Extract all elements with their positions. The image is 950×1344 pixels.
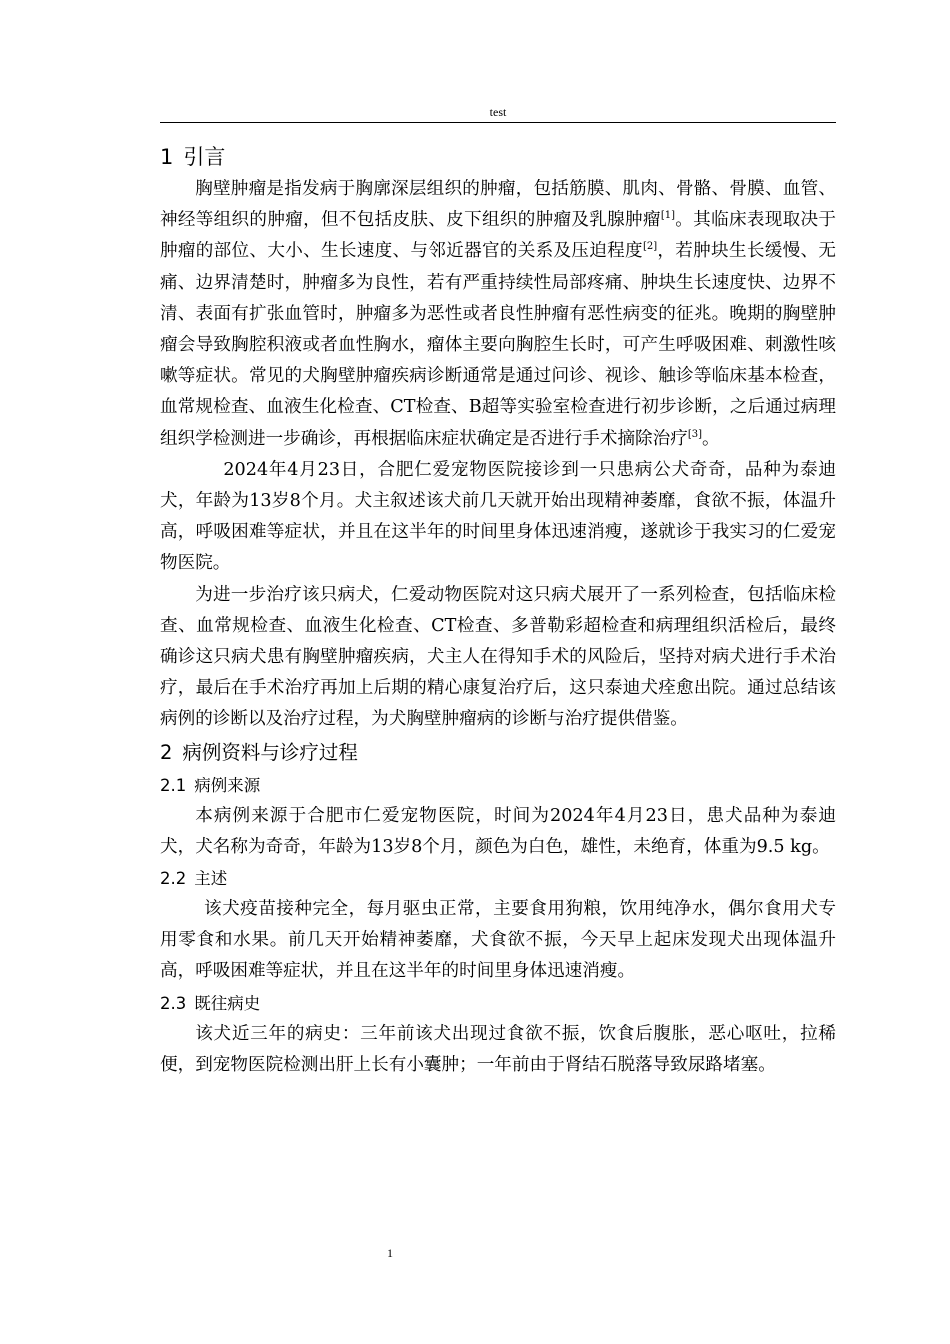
chief-complaint-paragraph: 该犬疫苗接种完全，每月驱虫正常，主要食用狗粮，饮用纯净水，偶尔食用犬专用零食和水果。前几天开始精神萎靡，犬食欲不振，今天早上起床发现犬出现体温升高，呼吸困难等症状，并且在这半年的时间里身体迅速消瘦。	[160, 899, 836, 982]
running-header: test	[489, 105, 507, 119]
intro-paragraph-3: 为进一步治疗该只病犬，仁爱动物医院对这只病犬展开了一系列检查，包括临床检查、血常规检查、血液生化检查、CT检查、多普勒彩超检查和病理组织活检后，最终确诊这只病犬患有胸壁肿瘤疾病，犬主人在得知手术的风险后，坚持对病犬进行手术治疗，最后在手术治疗再加上后期的精心康复治疗后，这只泰迪犬痊愈出院。通过总结该病例的诊断以及治疗过程，为犬胸壁肿瘤病的诊断与治疗提供借鉴。	[160, 584, 836, 730]
subsection-title: 病例来源	[194, 775, 261, 795]
section-title: 病例资料与诊疗过程	[182, 740, 358, 764]
text-run: 。其临床表现取决于肿瘤的部位、大小、生长速度、与邻近器官的关系及压迫程度	[160, 210, 836, 262]
text-run: ，若肿块生长缓慢、无痛、边界清楚时，肿瘤多为良性，若有严重持续性局部疼痛、肿块生长速度快、边界不清、表面有扩张血管时，肿瘤多为恶性或者良性肿瘤有恶性病变的征兆。晚期的胸壁肿瘤会导致胸腔积液或者血性胸水，瘤体主要向胸腔生长时，可产生呼吸困难、刺激性咳嗽等症状。常见的犬胸壁肿瘤疾病诊断通常是通过问诊、视诊、触诊等临床基本检查，血常规检查、血液生化检查、CT检查、B超等实验室检查进行初步诊断，之后通过病理组织学检测进一步确诊，再根据临床症状确定是否进行手术摘除治疗	[160, 241, 836, 449]
text-run: 。	[702, 428, 720, 449]
subsection-2-2-heading	[160, 863, 836, 894]
text-run: 胸壁肿瘤是指发病于胸廓深层组织的肿瘤，包括筋膜、肌肉、骨骼、骨膜、血管、神经等组织的肿瘤，但不包括皮肤、皮下组织的肿瘤及乳腺肿瘤	[160, 179, 836, 231]
subsection-2-1-heading	[160, 770, 836, 801]
subsection-title: 既往病史	[194, 993, 261, 1013]
citation-ref: [2]	[642, 241, 658, 253]
intro-paragraph-1	[160, 174, 836, 455]
citation-ref: [1]	[660, 210, 675, 222]
page-number: 1	[387, 1246, 393, 1260]
intro-paragraph-2: 2024年4月23日，合肥仁爱宠物医院接诊到一只患病公犬奇奇，品种为泰迪犬，年龄为13岁8个月。犬主叙述该犬前几天就开始出现精神萎靡，食欲不振，体温升高，呼吸困难等症状，并且在这半年的时间里身体迅速消瘦，遂就诊于我实习的仁爱宠物医院。	[160, 459, 836, 574]
page-body	[160, 136, 836, 1081]
section-number: 1	[160, 145, 174, 169]
section-2-heading	[160, 736, 836, 770]
subsection-2-3-heading	[160, 988, 836, 1019]
case-source-paragraph: 本病例来源于合肥市仁爱宠物医院，时间为2024年4月23日，患犬品种为泰迪犬，犬名称为奇奇，年龄为13岁8个月，颜色为白色，雄性，未绝育，体重为9.5 kg。	[160, 805, 836, 857]
subsection-title: 主述	[194, 869, 228, 889]
section-1-heading	[160, 140, 836, 174]
section-number: 2	[160, 740, 173, 764]
medical-history-paragraph: 该犬近三年的病史：三年前该犬出现过食欲不振，饮食后腹胀，恶心呕吐，拉稀便，到宠物医院检测出肝上长有小囊肿；一年前由于肾结石脱落导致尿路堵塞。	[160, 1023, 836, 1075]
subsection-number: 2.1	[160, 775, 187, 795]
header-rule	[160, 122, 836, 123]
citation-ref: [3]	[687, 428, 702, 440]
subsection-number: 2.2	[160, 869, 187, 889]
subsection-number: 2.3	[160, 993, 187, 1013]
section-title: 引言	[183, 145, 226, 169]
